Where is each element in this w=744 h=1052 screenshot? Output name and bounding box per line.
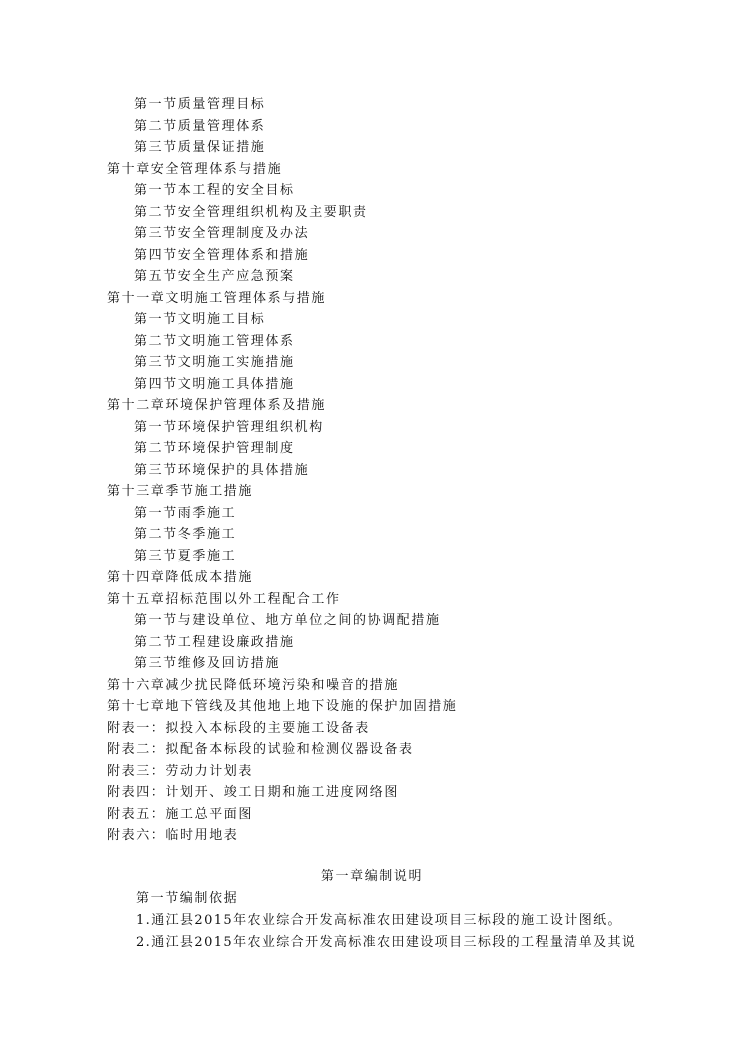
toc-entry: 第二节冬季施工 <box>134 527 237 542</box>
toc-entry: 第三节文明施工实施措施 <box>134 355 295 370</box>
body-paragraph: 2.通江县2015年农业综合开发高标准农田建设项目三标段的工程量清单及其说 <box>136 935 637 950</box>
section-heading: 第一节编制依据 <box>136 891 239 906</box>
toc-entry: 第四节文明施工具体措施 <box>134 376 295 392</box>
toc-appendix: 附表三：劳动力计划表 <box>107 763 254 779</box>
toc-entry: 第一节雨季施工 <box>134 505 237 521</box>
toc-entry: 第一节质量管理目标 <box>134 97 266 112</box>
table-of-contents <box>107 94 667 847</box>
toc-chapter: 第十章安全管理体系与措施 <box>107 161 283 177</box>
chapter-heading: 第一章编制说明 <box>320 869 424 884</box>
toc-entry: 第四节安全管理体系和措施 <box>134 247 310 263</box>
toc-entry: 第二节工程建设廉政措施 <box>134 634 295 650</box>
toc-chapter: 第十二章环境保护管理体系及措施 <box>107 398 327 413</box>
toc-entry: 第五节安全生产应急预案 <box>134 269 295 284</box>
toc-appendix: 附表五：施工总平面图 <box>107 806 254 822</box>
toc-appendix: 附表四：计划开、竣工日期和施工进度网络图 <box>107 785 400 800</box>
toc-chapter: 第十一章文明施工管理体系与措施 <box>107 290 327 306</box>
body-paragraph: 1.通江县2015年农业综合开发高标准农田建设项目三标段的施工设计图纸。 <box>136 913 622 928</box>
toc-entry: 第一节文明施工目标 <box>134 312 266 327</box>
toc-entry: 第一节与建设单位、地方单位之间的协调配措施 <box>134 613 441 628</box>
toc-chapter: 第十三章季节施工措施 <box>107 484 254 499</box>
toc-chapter: 第十七章地下管线及其他地上地下设施的保护加固措施 <box>107 699 458 714</box>
toc-entry: 第三节安全管理制度及办法 <box>134 226 310 241</box>
toc-entry: 第三节夏季施工 <box>134 548 237 564</box>
toc-entry: 第三节维修及回访措施 <box>134 656 281 671</box>
toc-entry: 第三节质量保证措施 <box>134 140 266 155</box>
toc-entry: 第三节环境保护的具体措施 <box>134 462 310 478</box>
toc-entry: 第二节环境保护管理制度 <box>134 441 295 456</box>
toc-entry: 第二节质量管理体系 <box>134 118 266 134</box>
toc-appendix: 附表二：拟配备本标段的试验和检测仪器设备表 <box>107 742 414 757</box>
toc-chapter: 第十四章降低成本措施 <box>107 570 254 585</box>
toc-appendix: 附表一：拟投入本标段的主要施工设备表 <box>107 720 370 736</box>
toc-appendix: 附表六：临时用地表 <box>107 828 239 843</box>
toc-chapter: 第十六章减少扰民降低环境污染和噪音的措施 <box>107 677 400 693</box>
toc-entry: 第一节环境保护管理组织机构 <box>134 419 324 435</box>
toc-entry: 第二节安全管理组织机构及主要职责 <box>134 204 368 220</box>
toc-entry: 第二节文明施工管理体系 <box>134 333 295 349</box>
toc-entry: 第一节本工程的安全目标 <box>134 183 295 198</box>
toc-chapter: 第十五章招标范围以外工程配合工作 <box>107 591 341 607</box>
